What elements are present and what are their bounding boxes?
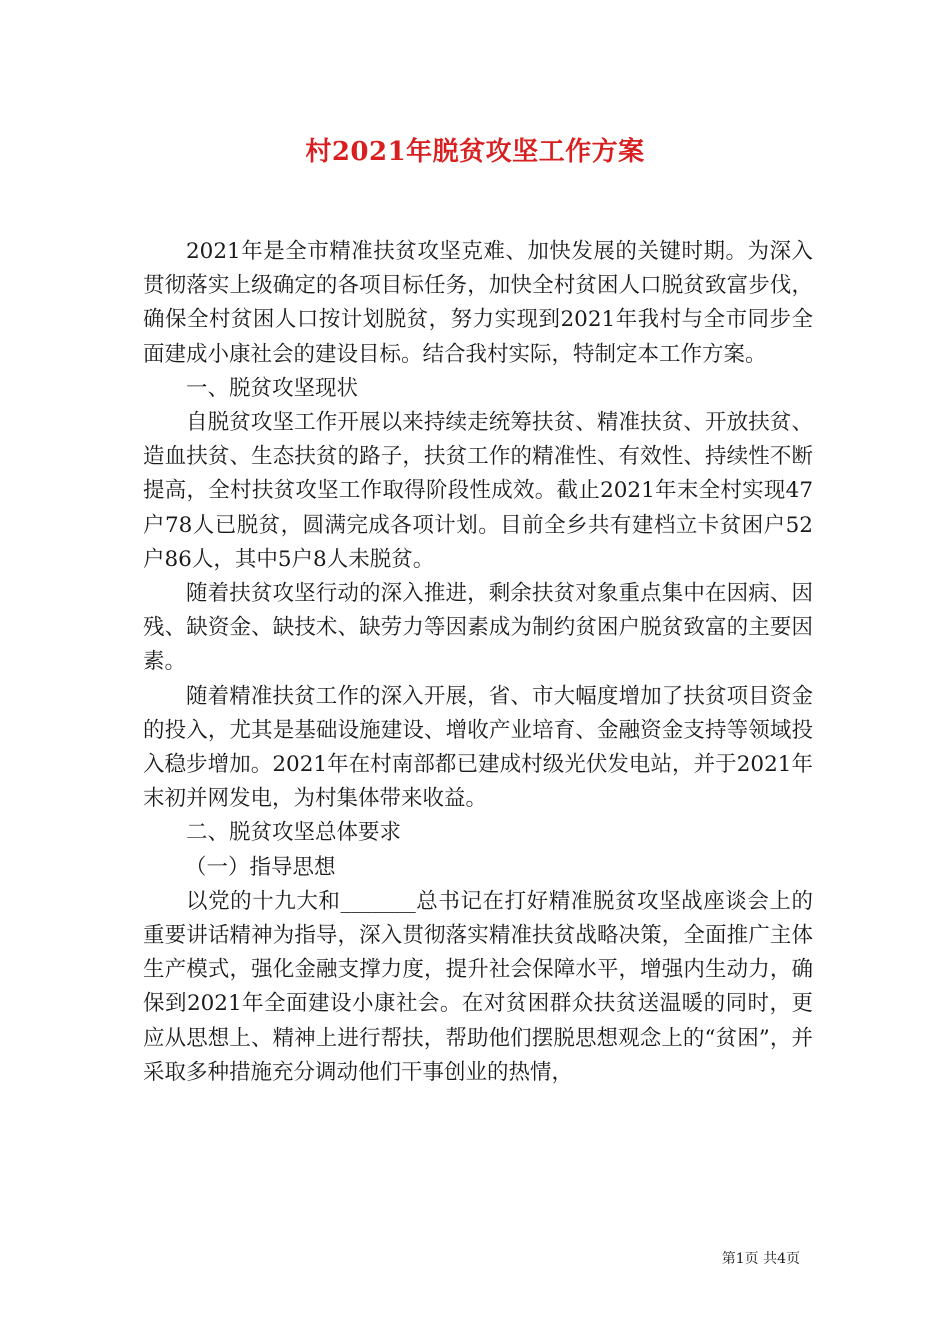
intro-paragraph: 2021年是全市精准扶贫攻坚克难、加快发展的关键时期。为深入贯彻落实上级确定的各项目标任务，加快全村贫困人口脱贫致富步伐，确保全村贫困人口按计划脱贫，努力实现到2021年我村与全市同步全面建成小康社会的建设目标。结合我村实际，特制定本工作方案。	[143, 239, 813, 367]
subsection-heading-1: （一）指导思想	[185, 854, 336, 880]
section-heading-2: 二、脱贫攻坚总体要求	[186, 820, 402, 846]
document-title: 村2021年脱贫攻坚工作方案	[305, 137, 645, 167]
investment-paragraph: 随着精准扶贫工作的深入开展，省、市大幅度增加了扶贫项目资金的投入，尤其是基础设施建设、增收产业培育、金融资金支持等领域投入稳步增加。2021年在村南部都已建成村级光伏发电站，并于2021年末初并网发电，为村集体带来收益。	[143, 683, 813, 812]
status-paragraph: 自脱贫攻坚工作开展以来持续走统筹扶贫、精准扶贫、开放扶贫、造血扶贫、生态扶贫的路子，扶贫工作的精准性、有效性、持续性不断提高，全村扶贫攻坚工作取得阶段性成效。截止2021年末全村实现47户78人已脱贫，圆满完成各项计划。目前全乡共有建档立卡贫困户52户86人，其中5户8人未脱贫。	[143, 410, 813, 572]
document-body	[143, 235, 813, 1090]
guiding-thought-paragraph: 以党的十九大和_______总书记在打好精准脱贫攻坚战座谈会上的重要讲话精神为指导，深入贯彻落实精准扶贫战略决策，全面推广主体生产模式，强化金融支撑力度，提升社会保障水平，增强内生动力，确保到2021年全面建设小康社会。在对贫困群众扶贫送温暖的同时，更应从思想上、精神上进行帮扶，帮助他们摆脱思想观念上的“贫困”，并采取多种措施充分调动他们干事创业的热情，	[143, 888, 813, 1085]
page-footer: 第1页 共4页	[721, 1251, 800, 1267]
section-heading-1: 一、脱贫攻坚现状	[186, 375, 359, 401]
challenges-paragraph: 随着扶贫攻坚行动的深入推进，剩余扶贫对象重点集中在因病、因残、缺资金、缺技术、缺劳力等因素成为制约贫困户脱贫致富的主要因素。	[143, 581, 813, 675]
